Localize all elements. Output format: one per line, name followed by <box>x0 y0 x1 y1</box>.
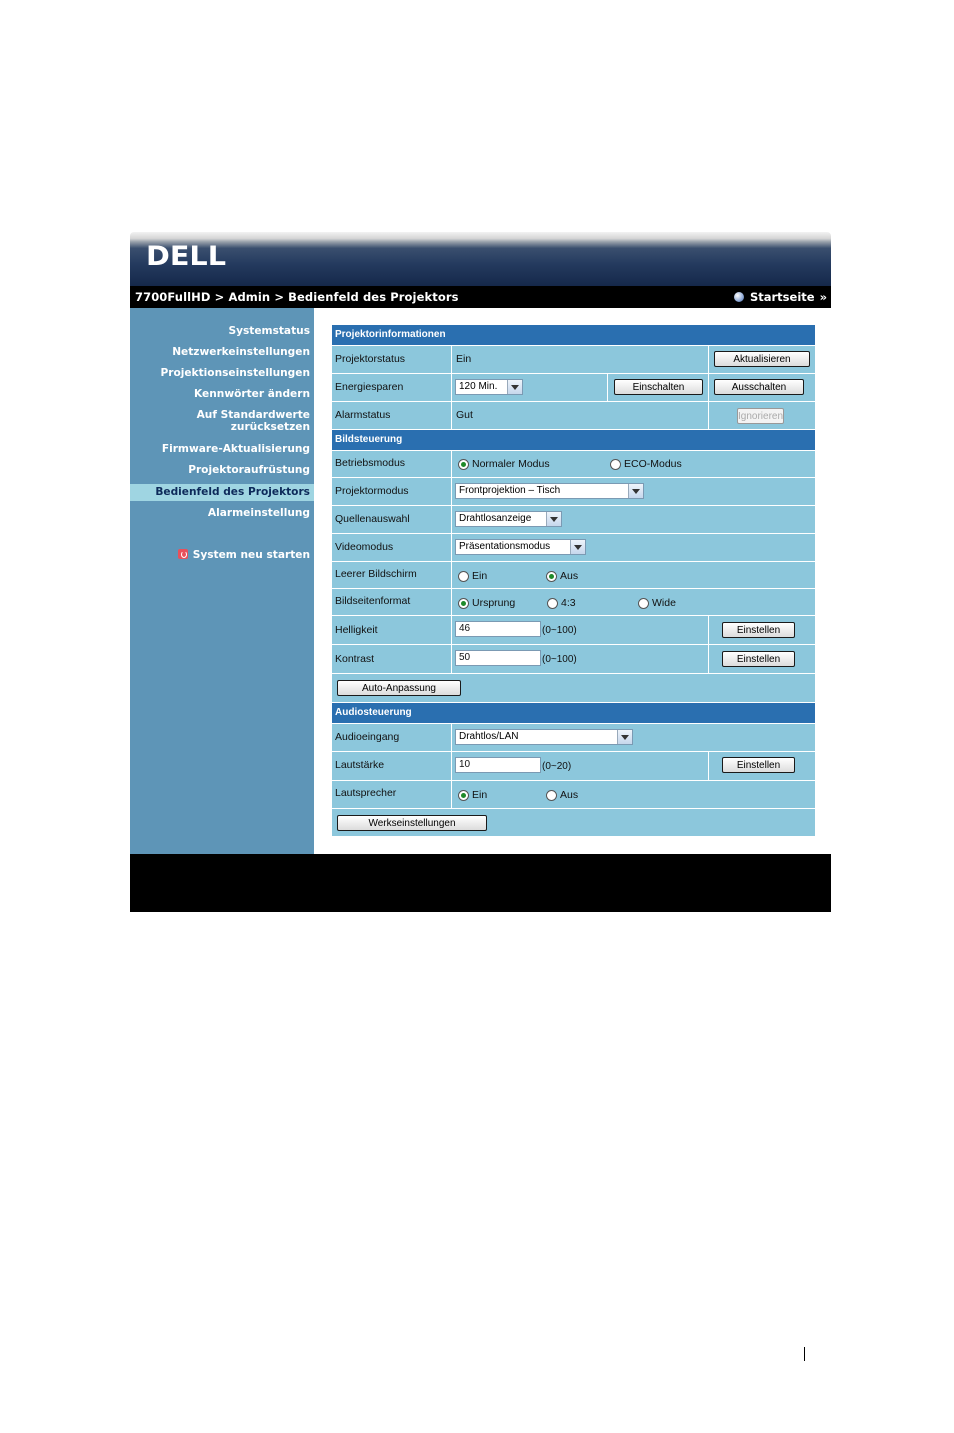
energy-value: 120 Min. <box>459 381 498 392</box>
breadcrumb: 7700FullHD > Admin > Bedienfeld des Projektors <box>135 290 459 304</box>
browser-frame <box>130 232 831 912</box>
double-chevron-icon: » <box>819 290 827 304</box>
home-link[interactable] <box>734 290 827 304</box>
eco-mode-text: ECO-Modus <box>624 458 682 470</box>
row-brightness <box>332 615 815 644</box>
row-factory-reset <box>332 808 815 836</box>
radio-normal-mode[interactable] <box>458 458 550 470</box>
sidebar-item-passwords[interactable]: Kennwörter ändern <box>194 388 310 400</box>
speaker-off-text: Aus <box>560 789 579 801</box>
sidebar-item-reset-line2[interactable]: zurücksetzen <box>230 421 310 433</box>
row-speaker <box>332 780 815 808</box>
volume-label: Lautstärke <box>335 759 385 771</box>
radio-blank-on[interactable] <box>458 570 487 582</box>
aspect-original-text: Ursprung <box>472 597 516 609</box>
status-value: Ein <box>456 353 472 365</box>
audio-input-label: Audioeingang <box>335 731 400 743</box>
radio-selected-icon <box>546 571 557 582</box>
nav-bar <box>130 286 831 308</box>
energy-label: Energiesparen <box>335 381 404 393</box>
chevron-down-icon <box>570 540 585 554</box>
video-mode-select[interactable] <box>455 539 586 555</box>
radio-selected-icon <box>458 790 469 801</box>
row-video-mode <box>332 533 815 561</box>
section-projector-info: Projektorinformationen <box>332 325 815 345</box>
brightness-set-button[interactable]: Einstellen <box>722 622 795 638</box>
row-source <box>332 505 815 533</box>
header <box>130 232 831 286</box>
volume-range: (0~20) <box>542 761 572 772</box>
row-energy <box>332 373 815 401</box>
section-image-control: Bildsteuerung <box>332 429 815 450</box>
radio-icon <box>546 790 557 801</box>
row-projector-mode <box>332 477 815 505</box>
projector-mode-select[interactable] <box>455 483 644 499</box>
radio-speaker-on[interactable] <box>458 789 487 801</box>
sidebar-item-network[interactable]: Netzwerkeinstellungen <box>172 346 310 358</box>
home-label: Startseite <box>749 290 815 304</box>
volume-set-button[interactable]: Einstellen <box>722 757 795 773</box>
page-margin-rule <box>804 1347 805 1361</box>
source-value: Drahtlosanzeige <box>459 513 532 524</box>
chevron-down-icon <box>507 380 522 394</box>
chevron-down-icon <box>617 730 632 744</box>
operating-mode-label: Betriebsmodus <box>335 457 406 469</box>
sidebar-item-reset-line1[interactable]: Auf Standardwerte <box>196 409 310 421</box>
audio-input-value: Drahtlos/LAN <box>459 731 519 742</box>
contrast-label: Kontrast <box>335 653 375 665</box>
blank-screen-label: Leerer Bildschirm <box>335 568 417 580</box>
blank-on-text: Ein <box>472 570 488 582</box>
row-aspect-ratio <box>332 588 815 615</box>
alarm-label: Alarmstatus <box>335 409 391 421</box>
radio-icon <box>610 459 621 470</box>
status-label: Projektorstatus <box>335 353 406 365</box>
globe-icon <box>734 292 744 302</box>
radio-aspect-wide[interactable] <box>638 597 676 609</box>
power-icon <box>178 549 188 559</box>
refresh-button[interactable]: Aktualisieren <box>714 351 810 367</box>
radio-icon <box>638 598 649 609</box>
sidebar-item-restart[interactable] <box>178 549 310 562</box>
sidebar-item-control-panel[interactable]: Bedienfeld des Projektors <box>130 484 314 501</box>
radio-selected-icon <box>458 459 469 470</box>
row-blank-screen <box>332 561 815 588</box>
contrast-set-button[interactable]: Einstellen <box>722 651 795 667</box>
volume-input[interactable]: 10 <box>455 757 541 773</box>
sidebar-item-projection[interactable]: Projektionseinstellungen <box>160 367 310 379</box>
factory-reset-button[interactable]: Werkseinstellungen <box>337 815 487 831</box>
section-audio-control: Audiosteuerung <box>332 702 815 723</box>
power-off-button[interactable]: Ausschalten <box>714 379 804 395</box>
restart-label: System neu starten <box>192 549 310 561</box>
source-select[interactable] <box>455 511 562 527</box>
row-operating-mode <box>332 450 815 477</box>
chevron-down-icon <box>628 484 643 498</box>
video-mode-value: Präsentationsmodus <box>459 541 551 552</box>
radio-icon <box>547 598 558 609</box>
source-label: Quellenauswahl <box>335 513 410 525</box>
contrast-input[interactable]: 50 <box>455 650 541 666</box>
dell-logo <box>146 240 226 268</box>
row-auto-adjust <box>332 673 815 702</box>
audio-input-select[interactable] <box>455 729 633 745</box>
footer-bar <box>130 854 831 912</box>
row-contrast <box>332 644 815 673</box>
alarm-value: Gut <box>456 409 473 421</box>
radio-aspect-43[interactable] <box>547 597 576 609</box>
row-audio-input <box>332 723 815 751</box>
radio-speaker-off[interactable] <box>546 789 578 801</box>
projector-mode-value: Frontprojektion – Tisch <box>459 485 561 496</box>
row-alarm <box>332 401 815 429</box>
radio-eco-mode[interactable] <box>610 458 682 470</box>
blank-off-text: Aus <box>560 570 579 582</box>
power-on-button[interactable]: Einschalten <box>614 379 703 395</box>
svg-text:DELL: DELL <box>146 241 226 268</box>
chevron-down-icon <box>546 512 561 526</box>
aspect-43-text: 4:3 <box>561 597 576 609</box>
speaker-on-text: Ein <box>472 789 488 801</box>
radio-blank-off[interactable] <box>546 570 578 582</box>
sidebar-item-upgrade[interactable]: Projektoraufrüstung <box>188 464 310 476</box>
brightness-label: Helligkeit <box>335 624 378 636</box>
projector-mode-label: Projektormodus <box>335 485 409 497</box>
video-mode-label: Videomodus <box>335 541 394 553</box>
control-panel <box>332 325 815 836</box>
radio-selected-icon <box>458 598 469 609</box>
sidebar-item-systemstatus[interactable]: Systemstatus <box>228 325 310 337</box>
row-projector-status <box>332 345 815 373</box>
brightness-input[interactable]: 46 <box>455 621 541 637</box>
sidebar-item-firmware[interactable]: Firmware-Aktualisierung <box>161 443 310 455</box>
radio-icon <box>458 571 469 582</box>
brightness-range: (0~100) <box>542 625 577 636</box>
normal-mode-text: Normaler Modus <box>472 458 550 470</box>
row-volume <box>332 751 815 780</box>
radio-aspect-original[interactable] <box>458 597 515 609</box>
energy-select[interactable] <box>455 379 523 395</box>
contrast-range: (0~100) <box>542 654 577 665</box>
aspect-wide-text: Wide <box>652 597 676 609</box>
auto-adjust-button[interactable]: Auto-Anpassung <box>337 680 461 696</box>
aspect-label: Bildseitenformat <box>335 595 411 607</box>
sidebar <box>130 308 314 854</box>
speaker-label: Lautsprecher <box>335 787 397 799</box>
sidebar-item-alarm[interactable]: Alarmeinstellung <box>207 507 310 519</box>
ignore-button[interactable]: Ignorieren <box>737 408 784 424</box>
